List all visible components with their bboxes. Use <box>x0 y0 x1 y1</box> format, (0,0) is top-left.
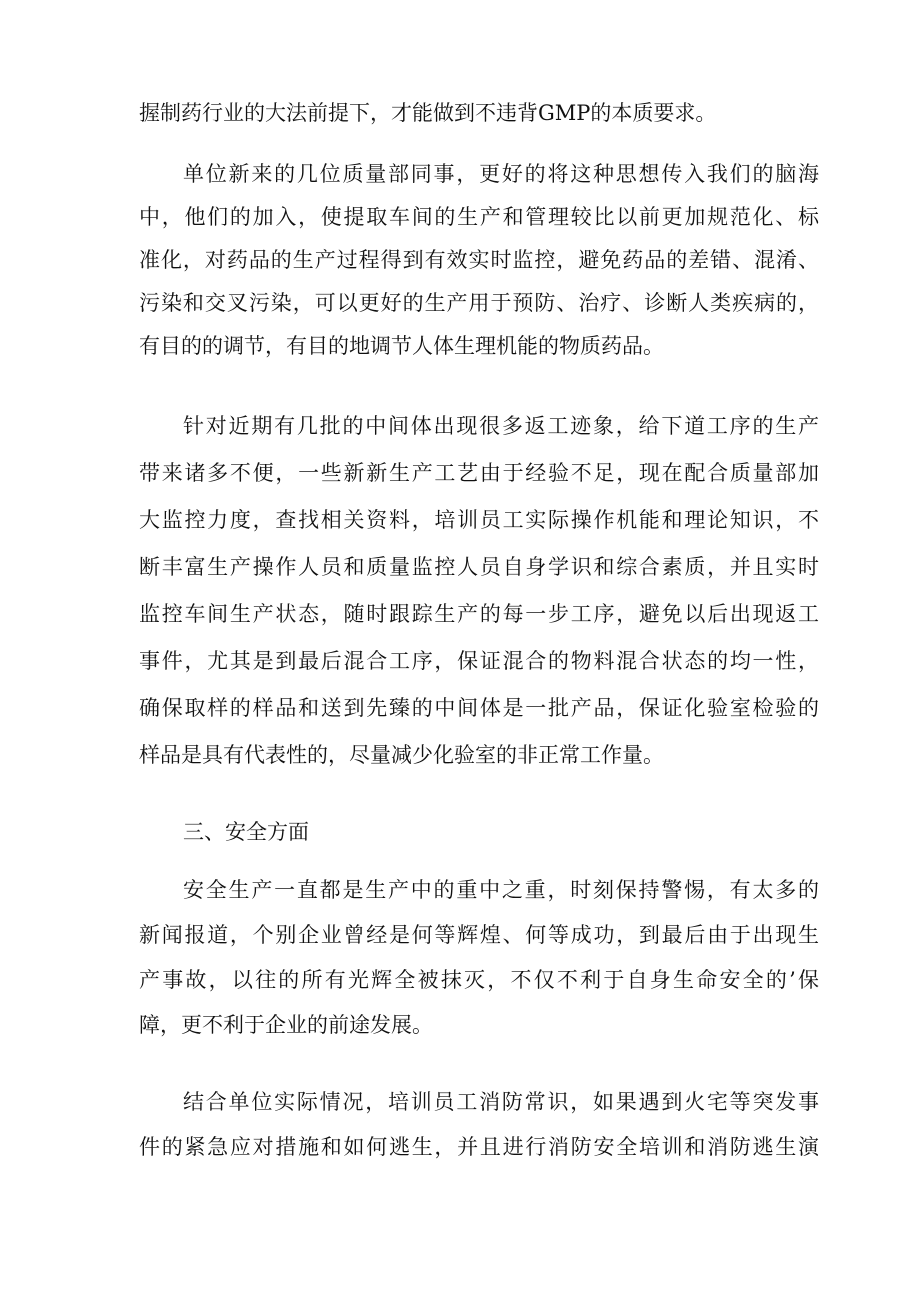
text-line: 握制药行业的大法前提下，才能做到不违背GMP的本质要求。 <box>139 101 717 125</box>
text-line: 准化，对药品的生产过程得到有效实时监控，避免药品的差错、混淆、 <box>139 248 819 272</box>
text-line: 断丰富生产操作人员和质量监控人员自身学识和综合素质，并且实时 <box>139 555 819 579</box>
text-line: 单位新来的几位质量部同事，更好的将这种思想传入我们的脑海 <box>183 162 819 186</box>
section-heading: 三、安全方面 <box>183 820 309 844</box>
text-line: 针对近期有几批的中间体出现很多返工迹象，给下道工序的生产 <box>183 414 819 438</box>
text-line: 中，他们的加入，使提取车间的生产和管理较比以前更加规范化、标 <box>139 205 819 229</box>
text-line: 安全生产一直都是生产中的重中之重，时刻保持警惕，有太多的 <box>183 878 819 902</box>
text-line: 产事故，以往的所有光辉全被抹灭，不仅不利于自身生命安全的’保 <box>139 968 819 992</box>
text-line: 确保取样的样品和送到先臻的中间体是一批产品，保证化验室检验的 <box>139 696 819 720</box>
text-line: 事件，尤其是到最后混合工序，保证混合的物料混合状态的均一性， <box>139 649 819 673</box>
text-line: 新闻报道，个别企业曾经是何等辉煌、何等成功，到最后由于出现生 <box>139 923 819 947</box>
text-line: 监控车间生产状态，随时跟踪生产的每一步工序，避免以后出现返工 <box>139 602 819 626</box>
text-line: 障，更不利于企业的前途发展。 <box>139 1013 433 1037</box>
text-line: 样品是具有代表性的，尽量减少化验室的非正常工作量。 <box>139 743 664 767</box>
text-line: 有目的的调节，有目的地调节人体生理机能的物质药品。 <box>139 334 664 358</box>
text-line: 带来诸多不便，一些新新生产工艺由于经验不足，现在配合质量部加 <box>139 461 819 485</box>
text-line: 结合单位实际情况，培训员工消防常识，如果遇到火宅等突发事 <box>183 1090 819 1114</box>
text-line: 污染和交叉污染，可以更好的生产用于预防、治疗、诊断人类疾病的， <box>139 291 819 315</box>
text-line: 大监控力度，查找相关资料，培训员工实际操作机能和理论知识，不 <box>139 508 819 532</box>
text-line: 件的紧急应对措施和如何逃生，并且进行消防安全培训和消防逃生演 <box>139 1135 819 1159</box>
